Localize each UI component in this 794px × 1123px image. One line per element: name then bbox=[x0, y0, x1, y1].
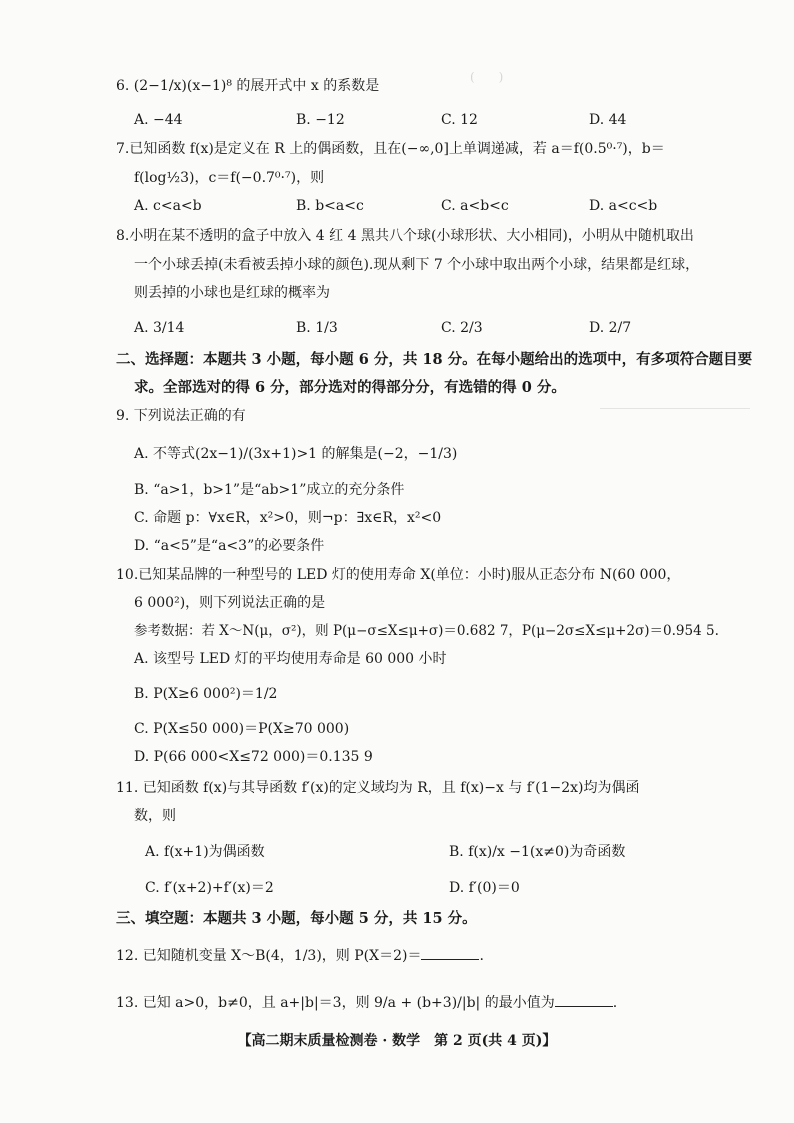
q8-option-d: D. 2/7 bbox=[589, 320, 632, 336]
q10-reference-data: 参考数据：若 X～N(μ，σ²)，则 P(μ−σ≤X≤μ+σ)＝0.682 7，P(μ−2σ≤X≤μ+2σ)＝0.954 5. bbox=[134, 623, 719, 639]
q7-option-b: B. b<a<c bbox=[296, 198, 364, 214]
q12-end: . bbox=[479, 948, 484, 964]
q13-stem: 13. 已知 a>0，b≠0，且 a+|b|＝3，则 9/a + (b+3)/|b| 的最小值为 bbox=[116, 995, 555, 1011]
q7-option-d: D. a<c<b bbox=[589, 198, 658, 214]
q8-stem-line2: 一个小球丢掉(未看被丢掉小球的颜色).现从剩下 7 个小球中取出两个小球，结果都是红球， bbox=[134, 257, 700, 273]
q9-option-a: A. 不等式(2x−1)/(3x+1)>1 的解集是(−2，−1/3) bbox=[134, 446, 458, 462]
q6-option-d: D. 44 bbox=[589, 112, 627, 128]
section3-heading: 三、填空题：本题共 3 小题，每小题 5 分，共 15 分。 bbox=[116, 910, 477, 927]
q10-stem-line2: 6 000²)，则下列说法正确的是 bbox=[134, 595, 326, 611]
q11-option-b: B. f(x)/x −1(x≠0)为奇函数 bbox=[449, 844, 626, 860]
q8-option-b: B. 1/3 bbox=[296, 320, 338, 336]
bleed-through-mark bbox=[600, 408, 750, 419]
q11-option-a: A. f(x+1)为偶函数 bbox=[145, 844, 265, 860]
q10-option-b: B. P(X≥6 000²)＝1/2 bbox=[134, 686, 278, 702]
q8-option-a: A. 3/14 bbox=[134, 320, 185, 336]
q11-option-c: C. f′(x+2)+f′(x)＝2 bbox=[145, 880, 274, 896]
q6-option-b: B. −12 bbox=[296, 112, 345, 128]
q9-option-c: C. 命题 p：∀x∈R，x²>0，则¬p：∃x∈R，x²<0 bbox=[134, 510, 442, 526]
q9-option-b: B. “a>1，b>1”是“ab>1”成立的充分条件 bbox=[134, 482, 405, 498]
q12-answer-blank[interactable] bbox=[421, 945, 479, 960]
section2-heading-line1: 二、选择题：本题共 3 小题，每小题 6 分，共 18 分。在每小题给出的选项中，有多项符合题目要 bbox=[116, 351, 753, 368]
q6-stem: 6. (2−1/x)(x−1)⁸ 的展开式中 x 的系数是 bbox=[116, 78, 380, 94]
page-footer: 【高二期末质量检测卷 · 数学 第 2 页(共 4 页)】 bbox=[237, 1033, 557, 1049]
q13-end: . bbox=[612, 995, 618, 1011]
q12-stem: 12. 已知随机变量 X～B(4，1/3)，则 P(X＝2)＝ bbox=[116, 948, 422, 964]
q7-stem-line2: f(log½3)，c＝f(−0.7⁰·⁷)，则 bbox=[134, 170, 325, 186]
q8-stem-line1: 8.小明在某不透明的盒子中放入 4 红 4 黑共八个球(小球形状、大小相同)，小明从中随机取出 bbox=[116, 228, 694, 244]
q11-option-d: D. f′(0)＝0 bbox=[449, 880, 520, 896]
bleed-through-mark: ( ) bbox=[470, 70, 504, 84]
q9-option-d: D. “a<5”是“a<3”的必要条件 bbox=[134, 538, 325, 554]
q13-line bbox=[116, 992, 617, 1013]
q10-option-c: C. P(X≤50 000)＝P(X≥70 000) bbox=[134, 721, 350, 737]
q11-stem-line1: 11. 已知函数 f(x)与其导函数 f′(x)的定义域均为 R，且 f(x)−x 与 f′(1−2x)均为偶函 bbox=[116, 780, 640, 796]
q7-option-a: A. c<a<b bbox=[134, 198, 202, 214]
q11-stem-line2: 数，则 bbox=[134, 808, 176, 824]
q7-stem-line1: 7.已知函数 f(x)是定义在 R 上的偶函数，且在(−∞,0]上单调递减，若 a＝f(0.5⁰·⁷)，b＝ bbox=[116, 141, 665, 157]
q10-option-a: A. 该型号 LED 灯的平均使用寿命是 60 000 小时 bbox=[134, 651, 447, 667]
q6-option-c: C. 12 bbox=[441, 112, 478, 128]
q7-option-c: C. a<b<c bbox=[441, 198, 509, 214]
q10-stem-line1: 10.已知某品牌的一种型号的 LED 灯的使用寿命 X(单位：小时)服从正态分布 N(60 000， bbox=[116, 567, 681, 583]
q8-option-c: C. 2/3 bbox=[441, 320, 483, 336]
q10-option-d: D. P(66 000<X≤72 000)＝0.135 9 bbox=[134, 749, 373, 765]
q6-option-a: A. −44 bbox=[134, 112, 183, 128]
q13-answer-blank[interactable] bbox=[555, 992, 613, 1007]
q8-stem-line3: 则丢掉的小球也是红球的概率为 bbox=[134, 285, 330, 301]
q9-stem: 9. 下列说法正确的有 bbox=[116, 408, 246, 424]
section2-heading-line2: 求。全部选对的得 6 分，部分选对的得部分分，有选错的得 0 分。 bbox=[134, 379, 566, 396]
q12-line bbox=[116, 945, 484, 966]
